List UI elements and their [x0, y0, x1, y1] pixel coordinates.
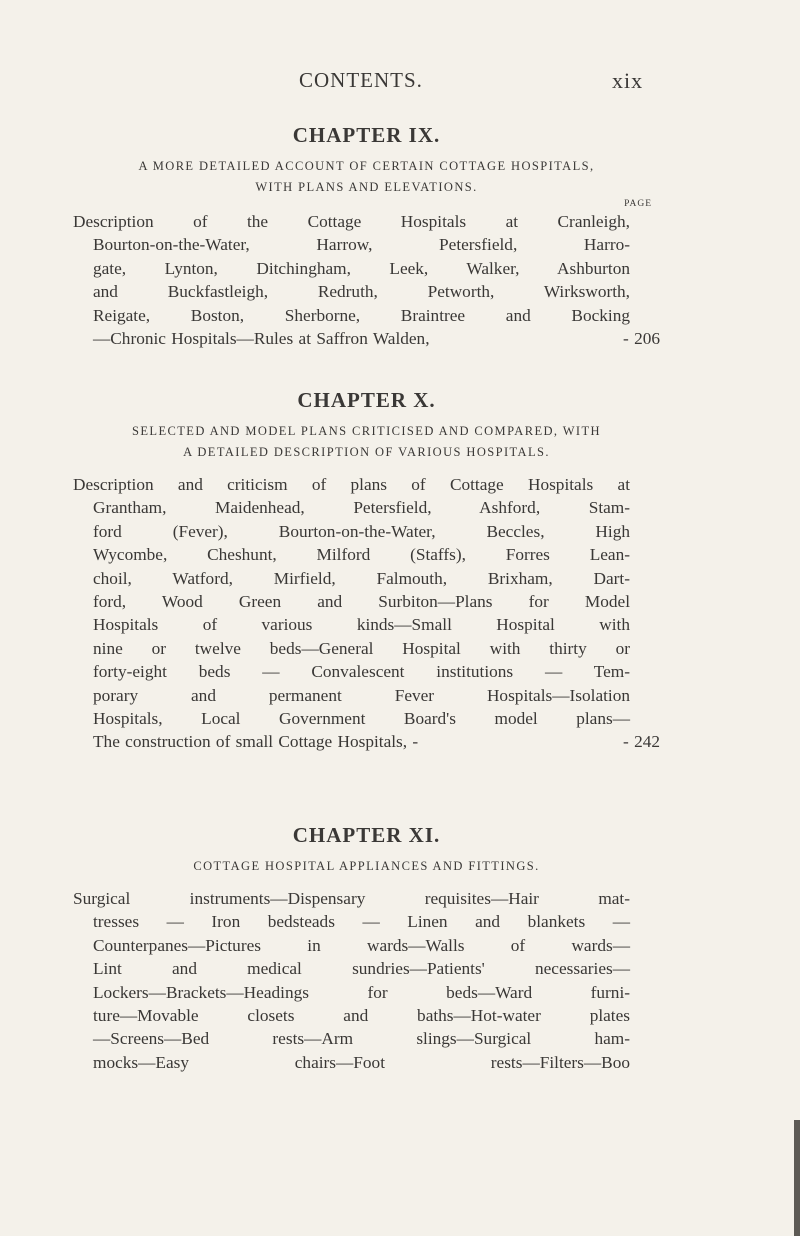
entry-line: Hospitals, Local Government Board's model plans—: [93, 709, 630, 729]
running-head-page-number: xix: [612, 68, 644, 93]
page-column-label: PAGE: [624, 199, 652, 209]
entry-line: Grantham, Maidenhead, Petersfield, Ashford, Stam-: [93, 498, 630, 518]
entry-line: mocks—Easy chairs—Foot rests—Filters—Boo: [93, 1052, 630, 1072]
entry-line: ture—Movable closets and baths—Hot-water plates: [93, 1006, 630, 1026]
page-edge: [794, 1120, 800, 1236]
entry-line: tresses — Iron bedsteads — Linen and blankets —: [93, 912, 630, 932]
chapter-subtitle-line: A DETAILED DESCRIPTION OF VARIOUS HOSPITALS.: [183, 445, 550, 459]
chapter-heading: CHAPTER IX.: [292, 123, 441, 147]
chapter-subtitle-line: SELECTED AND MODEL PLANS CRITICISED AND COMPARED, WITH: [132, 424, 601, 438]
entry-line: —Chronic Hospitals—Rules at Saffron Walden,: [93, 329, 430, 349]
entry-line: Wycombe, Cheshunt, Milford (Staffs), Forres Lean-: [93, 545, 630, 565]
contents-entry: [73, 887, 660, 1074]
entry-page-number: - 242: [623, 732, 660, 752]
entry-line: gate, Lynton, Ditchingham, Leek, Walker, Ashburton: [93, 258, 630, 278]
chapter-heading: CHAPTER X.: [297, 388, 436, 412]
entry-line: ford (Fever), Bourton-on-the-Water, Beccles, High: [93, 521, 630, 541]
entry-line: Hospitals of various kinds—Small Hospital with: [93, 615, 630, 635]
entry-line: ford, Wood Green and Surbiton—Plans for Model: [93, 592, 630, 612]
entry-line: —Screens—Bed rests—Arm slings—Surgical ham-: [93, 1029, 630, 1049]
entry-line: Description of the Cottage Hospitals at Cranleigh,: [73, 212, 630, 231]
contents-entry: [73, 473, 660, 754]
entry-line: porary and permanent Fever Hospitals—Isolation: [93, 685, 630, 705]
chapter-ix: [73, 120, 660, 350]
chapter-xi: [73, 820, 660, 1074]
entry-line: nine or twelve beds—General Hospital with thirty or: [93, 638, 630, 658]
running-head: [0, 68, 800, 98]
entry-line: Lockers—Brackets—Headings for beds—Ward furni-: [93, 982, 630, 1002]
chapter-heading: CHAPTER XI.: [292, 823, 441, 847]
chapter-subtitle-line: WITH PLANS AND ELEVATIONS.: [255, 180, 478, 194]
entry-line: forty-eight beds — Convalescent institutions — Tem-: [93, 662, 630, 682]
entry-line: The construction of small Cottage Hospitals, -: [93, 732, 419, 752]
entry-line: Lint and medical sundries—Patients' necessaries—: [93, 959, 630, 979]
entry-line: Bourton-on-the-Water, Harrow, Petersfield, Harro-: [93, 235, 630, 255]
entry-line: Reigate, Boston, Sherborne, Braintree and Bocking: [93, 305, 630, 325]
entry-page-value: 206: [634, 329, 660, 349]
entry-page-value: 242: [634, 732, 660, 752]
chapter-subtitle-line: COTTAGE HOSPITAL APPLIANCES AND FITTINGS.: [193, 859, 540, 873]
entry-line: choil, Watford, Mirfield, Falmouth, Brixham, Dart-: [93, 568, 630, 588]
entry-line: Counterpanes—Pictures in wards—Walls of wards—: [93, 935, 630, 955]
running-head-title: CONTENTS.: [299, 68, 423, 92]
entry-line: Description and criticism of plans of Cottage Hospitals at: [73, 475, 630, 494]
entry-line: Surgical instruments—Dispensary requisites—Hair mat-: [73, 889, 630, 908]
entry-page-number: - 206: [623, 329, 660, 349]
chapter-subtitle-line: A MORE DETAILED ACCOUNT OF CERTAIN COTTAGE HOSPITALS,: [138, 159, 595, 173]
contents-entry: [73, 210, 660, 350]
entry-line: and Buckfastleigh, Redruth, Petworth, Wirksworth,: [93, 282, 630, 302]
chapter-x: [73, 385, 660, 754]
